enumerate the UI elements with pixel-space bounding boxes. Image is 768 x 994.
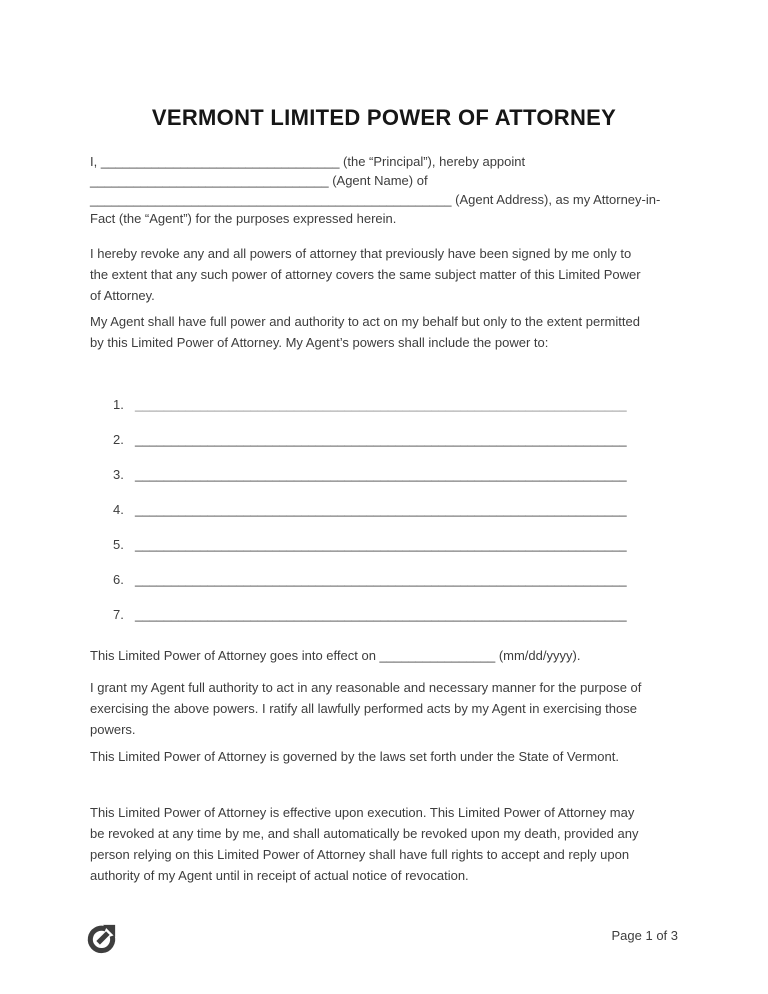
agent-address-line: __________________________________________________ (Agent Address), as my Attorney-in- [90, 192, 661, 207]
page-number-label: Page 1 of 3 [611, 928, 678, 943]
governing-law-paragraph [90, 746, 692, 767]
effective-date-line: This Limited Power of Attorney goes into effect on ________________ (mm/dd/yyyy). [90, 648, 581, 663]
grant-line: powers. [90, 722, 136, 737]
power-blank-line: ____________________________________________________________________ [135, 607, 627, 622]
power-item-2 [113, 427, 673, 462]
power-item-5 [113, 532, 673, 567]
circular-arrow-logo-icon [85, 920, 120, 955]
page-title: VERMONT LIMITED POWER OF ATTORNEY [151, 104, 617, 130]
power-number: 4. [113, 502, 124, 517]
power-item-6 [113, 567, 673, 602]
revocation-line: of Attorney. [90, 288, 155, 303]
execution-line: This Limited Power of Attorney is effective upon execution. This Limited Power of Attorney may [90, 805, 635, 820]
agent-powers-line: by this Limited Power of Attorney. My Agent’s powers shall include the power to: [90, 335, 549, 350]
power-number: 1. [113, 397, 124, 412]
power-blank-line: ____________________________________________________________________ [135, 572, 627, 587]
powers-list [113, 392, 673, 637]
execution-line: authority of my Agent until in receipt of actual notice of revocation. [90, 868, 469, 883]
principal-appointment-paragraph [90, 152, 692, 228]
governing-law-line: This Limited Power of Attorney is governed by the laws set forth under the State of Vermont. [90, 749, 619, 764]
power-item-1 [113, 392, 673, 427]
power-number: 6. [113, 572, 124, 587]
power-item-7 [113, 602, 673, 637]
power-blank-line: ____________________________________________________________________ [135, 537, 627, 552]
power-number: 3. [113, 467, 124, 482]
power-blank-line: ____________________________________________________________________ [135, 502, 627, 517]
revocation-line: the extent that any such power of attorney covers the same subject matter of this Limited Power [90, 267, 641, 282]
effective-date-paragraph [90, 645, 692, 666]
principal-name-line: I, _________________________________ (the “Principal”), hereby appoint [90, 154, 526, 169]
agent-powers-line: My Agent shall have full power and authority to act on my behalf but only to the extent permitted [90, 314, 640, 329]
power-item-4 [113, 497, 673, 532]
grant-authority-paragraph [90, 677, 692, 740]
power-blank-line: ____________________________________________________________________ [135, 397, 627, 412]
execution-revocation-paragraph [90, 802, 692, 886]
agent-name-line: _________________________________ (Agent Name) of [90, 173, 428, 188]
power-blank-line: ____________________________________________________________________ [135, 467, 627, 482]
power-number: 5. [113, 537, 124, 552]
grant-line: I grant my Agent full authority to act in any reasonable and necessary manner for the purpose of [90, 680, 642, 695]
power-number: 7. [113, 607, 124, 622]
grant-line: exercising the above powers. I ratify all lawfully performed acts by my Agent in exercising those [90, 701, 637, 716]
power-blank-line: ____________________________________________________________________ [135, 432, 627, 447]
execution-line: be revoked at any time by me, and shall automatically be revoked upon my death, provided any [90, 826, 639, 841]
power-number: 2. [113, 432, 124, 447]
revocation-line: I hereby revoke any and all powers of attorney that previously have been signed by me only to [90, 246, 632, 261]
appointment-closing-line: Fact (the “Agent”) for the purposes expressed herein. [90, 211, 397, 226]
agent-powers-paragraph [90, 311, 692, 353]
revocation-paragraph [90, 243, 692, 306]
execution-line: person relying on this Limited Power of Attorney shall have full rights to accept and reply upon [90, 847, 630, 862]
power-item-3 [113, 462, 673, 497]
